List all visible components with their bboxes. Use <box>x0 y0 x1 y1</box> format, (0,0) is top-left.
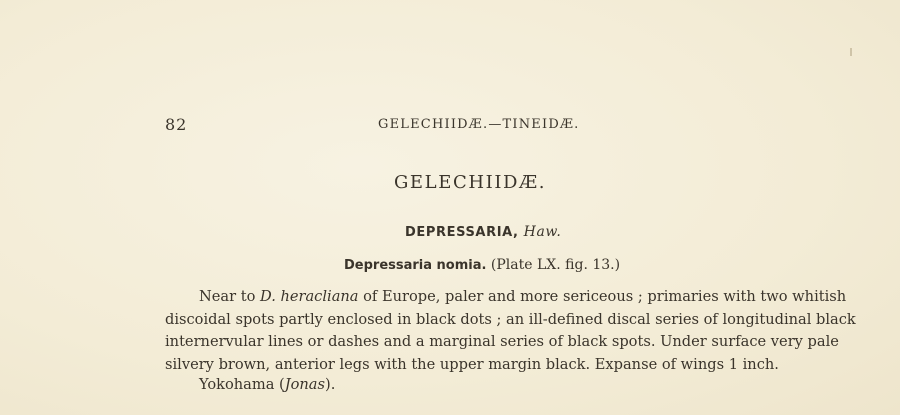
genus-heading <box>405 224 561 240</box>
paper-mark <box>850 48 852 56</box>
species-name: Depressaria nomia. <box>344 258 487 273</box>
description-line <box>165 286 847 309</box>
collector-name: Jonas <box>284 376 325 393</box>
description-text: of Europe, paler and more sericeous ; primaries with two whitish <box>358 288 847 305</box>
description-line: internervular lines or dashes and a marginal series of black spots. Under surface very pale <box>165 333 839 350</box>
species-heading <box>344 257 620 273</box>
page-number: 82 <box>165 115 188 134</box>
locality-line <box>199 376 335 393</box>
description-text: Near to <box>199 288 261 305</box>
description-line: discoidal spots partly enclosed in black dots ; an ill-defined discal series of longitudinal black <box>165 310 856 328</box>
plate-reference: (Plate LX. fig. 13.) <box>490 257 621 273</box>
description-line: silvery brown, anterior legs with the upper margin black. Expanse of wings 1 inch. <box>165 355 779 373</box>
genus-name: DEPRESSARIA, <box>405 225 519 240</box>
punctuation: ). <box>325 376 336 393</box>
running-title: GELECHIIDÆ.—TINEIDÆ. <box>378 117 580 132</box>
genus-author: Haw. <box>523 224 562 240</box>
locality-place: Yokohama <box>199 376 275 393</box>
punctuation: ( <box>274 376 285 393</box>
comparison-species: D. heracliana <box>260 288 359 305</box>
species-description <box>165 286 856 376</box>
family-heading: GELECHIIDÆ. <box>393 172 547 193</box>
